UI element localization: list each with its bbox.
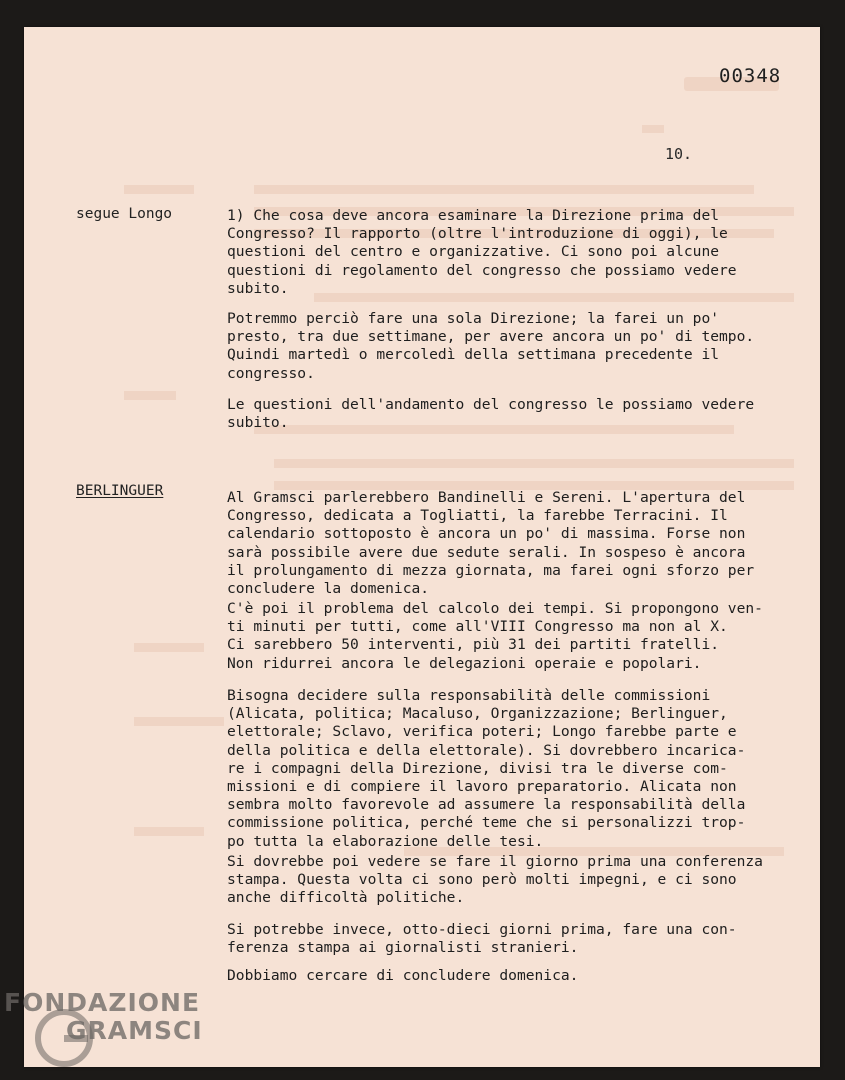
- paragraph-berlinguer-5: Si potrebbe invece, otto-dieci giorni prima, fare una con- ferenza stampa ai giornalisti stranieri.: [227, 921, 737, 957]
- paragraph-berlinguer-2: C'è poi il problema del calcolo dei tempi. Si propongono ven- ti minuti per tutti, come all'VIII Congresso ma non al X. Ci sarebbero 50 interventi, più 31 dei partiti fratelli. Non ridurrei ancora le delegazioni operaie e popolari.: [227, 600, 763, 672]
- paragraph-berlinguer-1: Al Gramsci parlerebbero Bandinelli e Sereni. L'apertura del Congresso, dedicata a Togliatti, la farebbe Terracini. Il calendario sottoposto è ancora un po' di massima. Forse non sarà possibile avere due sedute serali. In sospeso è ancora il prolungamento di mezza giornata, ma farei ogni sforzo per concludere la domenica.: [227, 489, 755, 598]
- fondazione-gramsci-watermark: [0, 986, 220, 1080]
- paragraph-berlinguer-3: Bisogna decidere sulla responsabilità delle commissioni (Alicata, politica; Macaluso, Organizzazione; Berlinguer, elettorale; Sclavo, verifica poteri; Longo farebbe parte e della politica e della elettorale). Si dovrebbero incarica- re i compagni della Direzione, divisi tra le diverse com- missioni e di compiere il lavoro preparatorio. Alicata non sembra molto favorevole ad assumere la responsabilità della commissione politica, perché teme che si personalizzi trop- po tutta la elaborazione delle tesi.: [227, 687, 746, 850]
- document-number: 00348: [719, 65, 782, 87]
- page-number: 10.: [665, 145, 693, 163]
- paragraph-longo-1: 1) Che cosa deve ancora esaminare la Direzione prima del Congresso? Il rapporto (oltre l'introduzione di oggi), le questioni del centro e organizzative. Ci sono poi alcune questioni di regolamento del congresso che possiamo vedere subito.: [227, 207, 737, 297]
- paragraph-longo-2: Potremmo perciò fare una sola Direzione; la farei un po' presto, tra due settimane, per avere ancora un po' di tempo. Quindi martedì o mercoledì della settimana precedente il congresso.: [227, 310, 755, 382]
- paragraph-longo-3: Le questioni dell'andamento del congresso le possiamo vedere subito.: [227, 396, 755, 432]
- watermark-line-1: FONDAZIONE: [4, 988, 201, 1017]
- paragraph-berlinguer-4: Si dovrebbe poi vedere se fare il giorno prima una conferenza stampa. Questa volta ci sono però molti impegni, e ci sono anche difficoltà politiche.: [227, 853, 763, 907]
- speaker-label-longo: segue Longo: [76, 206, 173, 222]
- document-page: [24, 27, 820, 1067]
- paragraph-berlinguer-6: Dobbiamo cercare di concludere domenica.: [227, 967, 579, 984]
- speaker-label-berlinguer: BERLINGUER: [76, 483, 164, 499]
- watermark-line-2: GRAMSCI: [66, 1016, 203, 1045]
